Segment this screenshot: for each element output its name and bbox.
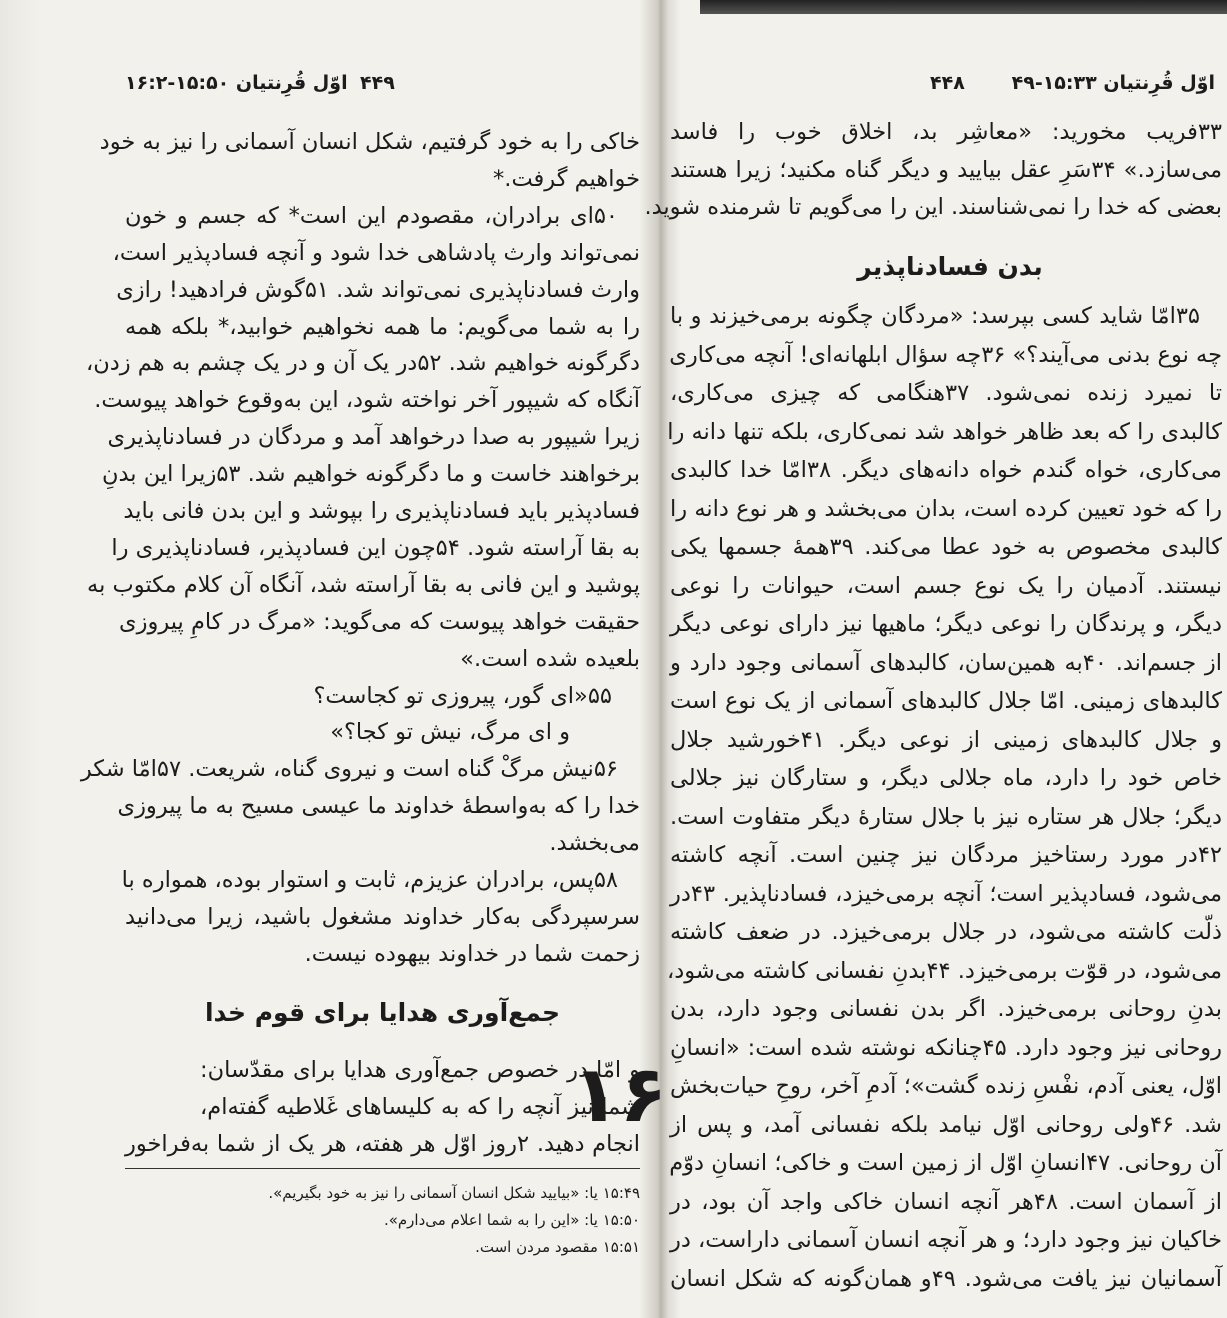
text-line: وارث فسادناپذیری نمی‌تواند شد. ۵۱گوش فرادهید! رازی xyxy=(116,276,640,303)
text-line: کالبدی را که بعد ظاهر خواهد شد نمی‌کاری، بلکه تنها دانه را xyxy=(667,418,1222,445)
text-line: می‌شود، در قوّت برمی‌خیزد. ۴۴بدنِ نفسانی کاشته می‌شود، xyxy=(666,957,1222,984)
text-line: دیگر؛ جلال هر ستاره نیز با جلال ستارهٔ دیگر متفاوت است. xyxy=(670,803,1222,830)
text-line: ۵۶نیش مرگْ گناه است و نیروی گناه، شریعت. ۵۷امّا شکر xyxy=(80,756,618,783)
text-line: چه نوع بدنی می‌آیند؟» ۳۶چه سؤال ابلهانه‌ای! آنچه می‌کاری xyxy=(669,341,1222,368)
text-line: کالبدی مخصوص به خود عطا می‌کند. ۳۹همهٔ جسمها یکی xyxy=(670,534,1222,560)
text-line: خاکیان نیز وجود دارد؛ و هر آنچه انسان آسمانی داراست، در xyxy=(669,1227,1222,1253)
footnote: ۱۵:۵۱ مقصود مردن است. xyxy=(475,1238,640,1256)
text-line: می‌شود، فسادپذیر است؛ آنچه برمی‌خیزد، فسادناپذیر. ۴۳در xyxy=(670,880,1222,907)
text-line: کالبدهای زمینی. امّا جلال کالبدهای آسمانی از یک نوع است xyxy=(670,688,1222,714)
text-line: را به شما می‌گویم: ما همه نخواهیم خوابید،* بلکه همه xyxy=(125,313,640,340)
text-line: پوشید و این فانی به بقا آراسته شد، آنگاه آن کلام مکتوب به xyxy=(87,571,640,598)
text-line: ۳۳فریب مخورید: «معاشِر بد، اخلاق خوب را فاسد xyxy=(670,119,1222,145)
text-line: بدنِ روحانی برمی‌خیزد. اگر بدن نفسانی وجود دارد، بدن xyxy=(670,996,1222,1022)
section-heading: جمع‌آوری هدایا برای قوم خدا xyxy=(204,998,561,1027)
chapter-number: ۱۶ xyxy=(572,1050,668,1140)
text-line: دگرگونه خواهیم شد. ۵۲در یک آن و در یک چشم به هم زدن، xyxy=(85,350,640,377)
text-line: برخواهند خاست و ما دگرگونه خواهیم شد. ۵۳زیرا این بدنِ xyxy=(101,461,640,488)
text-line: بعضی که خدا را نمی‌شناسند. این را می‌گویم تا شرمنده شوید. xyxy=(644,194,1222,220)
text-line: به بقا آراسته شود. ۵۴چون این فسادپذیر، فسادناپذیری را xyxy=(111,534,640,561)
scan-edge xyxy=(700,0,1227,14)
text-line: خدا را که به‌واسطهٔ خداوند ما عیسی مسیح به ما پیروزی xyxy=(117,793,640,820)
text-line: تا نمیرد زنده نمی‌شود. ۳۷هنگامی که چیزی می‌کاری، xyxy=(670,380,1222,406)
text-line: انجام دهید. ۲روز اوّل هر هفته، هر یک از شما به‌فراخور xyxy=(125,1131,641,1157)
text-line: حقیقت خواهد پیوست که می‌گوید: «مرگ در کامِ پیروزی xyxy=(119,608,640,635)
text-line: ۴۲در مورد رستاخیز مردگان نیز چنین است. آنچه کاشته xyxy=(670,842,1222,868)
text-line: خاکی را به خود گرفتیم، شکل انسان آسمانی را نیز به خود xyxy=(99,129,640,155)
text-line: اوّل، یعنی آدم، نفْسِ زنده گشت»؛ آدمِ آخر، روحِ حیات‌بخش xyxy=(670,1073,1222,1099)
text-line: شد. ۴۶ولی روحانی اوّل نیامد بلکه نفسانی آمد، و پس از xyxy=(670,1111,1222,1138)
section-heading: بدن فسادناپذیر xyxy=(857,252,1043,281)
text-line: و امّا در خصوص جمع‌آوری هدایا برای مقدّسان: xyxy=(200,1057,640,1083)
page-number: ۴۴۹ xyxy=(360,72,395,94)
text-line: ۵۰ای برادران، مقصودم این است* که جسم و خون xyxy=(125,202,618,229)
text-line: می‌کاری، خواه گندم خواه دانه‌های دیگر. ۳۸امّا خدا کالبدی xyxy=(670,457,1222,483)
running-head: اوّل قُرِنتیان ۱۵:۵۰-۱۶:۲ xyxy=(125,72,348,94)
footnote: ۱۵:۴۹ یا: «بیایید شکل انسان آسمانی را نیز به خود بگیریم». xyxy=(268,1184,640,1202)
text-line: آسمانیان نیز یافت می‌شود. ۴۹و همان‌گونه که شکل انسان xyxy=(670,1265,1222,1292)
text-line: فسادپذیر باید فسادناپذیری را بپوشد و این بدن فانی باید xyxy=(123,498,640,524)
text-line: می‌سازد.» ۳۴سَرِ عقل بیایید و دیگر گناه مکنید؛ زیرا هستند xyxy=(670,156,1222,183)
text-line: ذلّت کاشته می‌شود، در جلال برمی‌خیزد. در ضعف کاشته xyxy=(670,919,1222,945)
text-line: دیگر، و پرندگان را نوعی دیگر؛ ماهیها نیز دارای نوعی دیگر xyxy=(670,611,1222,637)
footnote: ۱۵:۵۰ یا: «این را به شما اعلام می‌دارم». xyxy=(383,1211,640,1229)
text-line: خاص خود را دارد، ماه جلالی دیگر، و ستارگان نیز جلالی xyxy=(670,765,1222,791)
text-line: نمی‌تواند وارث پادشاهی خدا شود و آنچه فسادپذیر است، xyxy=(112,239,640,266)
text-line: می‌بخشد. xyxy=(549,830,640,857)
text-line: خواهیم گرفت.* xyxy=(493,165,640,192)
text-line: روحانی نیز وجود دارد. ۴۵چنانکه نوشته شده است: «انسانِ xyxy=(670,1034,1223,1061)
text-line: سرسپردگی به‌کار خداوند مشغول باشید، زیرا می‌دانید xyxy=(125,903,640,930)
text-line: و ای مرگ، نیش تو کجا؟» xyxy=(330,719,570,746)
text-line: بلعیده شده است.» xyxy=(460,645,640,672)
footnote-rule xyxy=(125,1168,640,1169)
text-line: شما نیز آنچه را که به کلیساهای غَلاطیه گفته‌ام، xyxy=(200,1094,640,1120)
text-line: و جلال کالبدهای زمینی از نوعی دیگر. ۴۱خورشید جلال xyxy=(670,726,1223,753)
text-line: از جسم‌اند. ۴۰به همین‌سان، کالبدهای آسمانی وجود دارد و xyxy=(670,649,1222,676)
text-line: آن روحانی. ۴۷انسانِ اوّل از زمین است و خاکی؛ انسانِ دوّم xyxy=(669,1150,1222,1176)
text-line: آنگاه که شیپور آخر نواخته شود، این به‌وقوع خواهد پیوست. xyxy=(94,387,640,414)
running-head: اوّل قُرِنتیان ۱۵:۳۳-۴۹ xyxy=(1011,72,1215,94)
text-line: زیرا شیپور به صدا درخواهد آمد و مردگان در فسادناپذیری xyxy=(107,424,640,451)
text-line: زحمت شما در خداوند بیهوده نیست. xyxy=(304,940,640,967)
text-line: از آسمان است. ۴۸هر آنچه انسان خاکی واجد آن بود، در xyxy=(670,1188,1222,1215)
page-edge-shadow xyxy=(0,0,40,1318)
text-line: ۵۵«ای گور، پیروزی تو کجاست؟ xyxy=(313,682,612,709)
page-number: ۴۴۸ xyxy=(930,72,965,94)
text-line: ۳۵امّا شاید کسی بپرسد: «مردگان چگونه برمی‌خیزند و با xyxy=(670,303,1200,329)
text-line: ۵۸پس، برادران عزیزم، ثابت و استوار بوده، همواره با xyxy=(121,867,618,893)
text-line: را که خود تعیین کرده است، بدان می‌بخشد و هر نوع دانه را xyxy=(670,495,1222,522)
text-line: نیستند. آدمیان را یک نوع جسم است، حیوانات را نوعی xyxy=(670,572,1222,599)
